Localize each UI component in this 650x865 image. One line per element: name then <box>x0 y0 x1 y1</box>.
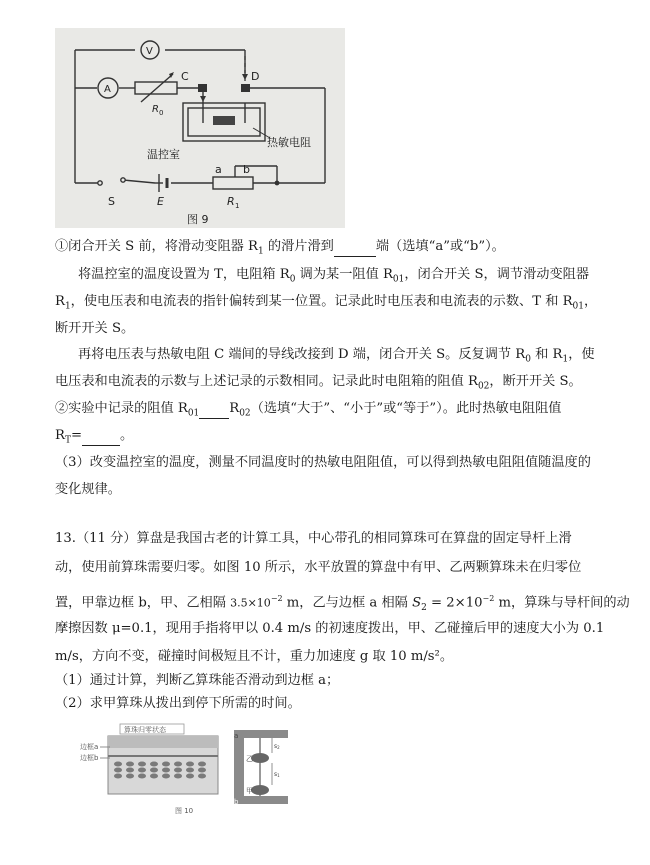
abacus-title: 算珠归零状态 <box>124 726 166 734</box>
edge-b-label: 边框b <box>80 754 99 762</box>
a-label: a <box>215 163 222 176</box>
answer-blank <box>334 238 376 257</box>
voltmeter-label: V <box>146 46 153 57</box>
figure-10-rod-detail <box>230 728 306 808</box>
question-13-line-1: 13.（11 分）算盘是我国古老的计算工具，中心带孔的相同算珠可在算盘的固定导杆上滑 <box>55 531 572 546</box>
thermistor-label: 热敏电阻 <box>267 136 311 149</box>
abacus-drawing <box>80 722 230 817</box>
d-label: D <box>251 70 260 83</box>
question-13-line-3: 置，甲靠边框 b，甲、乙相隔 $3.5\times 10^{-2}$ m，乙与边框 a 相隔 $S_2 = 2\times 10^{-2}$ m，算珠与导杆间的动 <box>55 594 630 614</box>
s2-label: s2 <box>274 743 280 750</box>
chamber-label: 温控室 <box>147 148 180 161</box>
paragraph-line-6: 电压表和电流表的示数与上述记录的示数相同。记录此时电阻箱的阻值 $R_{02}$，断开开关 S。 <box>55 374 582 392</box>
switch-label: S <box>108 195 115 208</box>
figure-9-caption: 图 9 <box>187 213 209 226</box>
r1-label: R <box>227 195 235 208</box>
paragraph-line-5: 再将电压表与热敏电阻 C 端间的导线改接到 D 端，闭合开关 S。反复调节 $R_0$ 和 $R_1$，使 <box>78 347 595 365</box>
r1-sub: 1 <box>235 202 240 210</box>
b-label: b <box>243 163 250 176</box>
paragraph-line-1: ①闭合开关 S 前，将滑动变阻器 $R_1$ 的滑片滑到 端（选填“a”或“b”）。 <box>55 239 505 257</box>
edge-a-label: 边框a <box>80 743 99 751</box>
rod-detail-drawing <box>230 728 306 808</box>
paragraph-line-9: （3）改变温控室的温度，测量不同温度时的热敏电阻阻值，可以得到热敏电阻阻值随温度的 <box>55 455 591 470</box>
question-13-line-7: （2）求甲算珠从拨出到停下所需的时间。 <box>55 696 301 711</box>
figure-10-caption: 图 10 <box>175 807 194 815</box>
figure-9-circuit <box>55 28 345 228</box>
paragraph-line-10: 变化规律。 <box>55 482 121 497</box>
bead-jia-label: 甲 <box>246 787 253 795</box>
s1-label: s1 <box>274 771 280 778</box>
c-label: C <box>181 70 189 83</box>
question-13-line-2: 动，使用前算珠需要归零。如图 10 所示，水平放置的算盘中有甲、乙两颗算珠未在归零位 <box>55 560 582 575</box>
rod-b-label: b <box>234 798 239 806</box>
answer-blank <box>82 427 120 446</box>
r0-label: R <box>152 104 159 115</box>
circuit-diagram <box>55 28 345 228</box>
answer-blank <box>199 400 229 419</box>
emf-label: E <box>157 195 164 208</box>
paragraph-line-7: ②实验中记录的阻值 $R_{01}$ $R_{02}$（选填“大于”、“小于”或“等于”）。此时热敏电阻阻值 <box>55 401 562 419</box>
paragraph-line-4: 断开开关 S。 <box>55 321 135 336</box>
paragraph-line-2: 将温控室的温度设置为 T，电阻箱 $R_0$ 调为某一阻值 $R_{01}$，闭合开关 S，调节滑动变阻器 <box>78 267 590 285</box>
paragraph-line-3: $R_1$，使电压表和电流表的指针偏转到某一位置。记录此时电压表和电流表的示数、T 和 $R_{01}$， <box>55 294 598 312</box>
ammeter-label: A <box>104 84 111 95</box>
question-13-line-5: m/s，方向不变，碰撞时间极短且不计，重力加速度 g 取 10 m/s²。 <box>55 649 454 664</box>
rod-a-label: a <box>234 732 239 740</box>
paragraph-line-8: $R_T=$ 。 <box>55 428 134 446</box>
question-13-line-4: 摩擦因数 μ=0.1，现用手指将甲以 0.4 m/s 的初速度拨出，甲、乙碰撞后甲的速度大小为 0.1 <box>55 621 605 636</box>
question-13-line-6: （1）通过计算，判断乙算珠能否滑动到边框 a； <box>55 673 340 688</box>
bead-yi-label: 乙 <box>246 755 253 763</box>
r0-sub: 0 <box>159 109 164 117</box>
